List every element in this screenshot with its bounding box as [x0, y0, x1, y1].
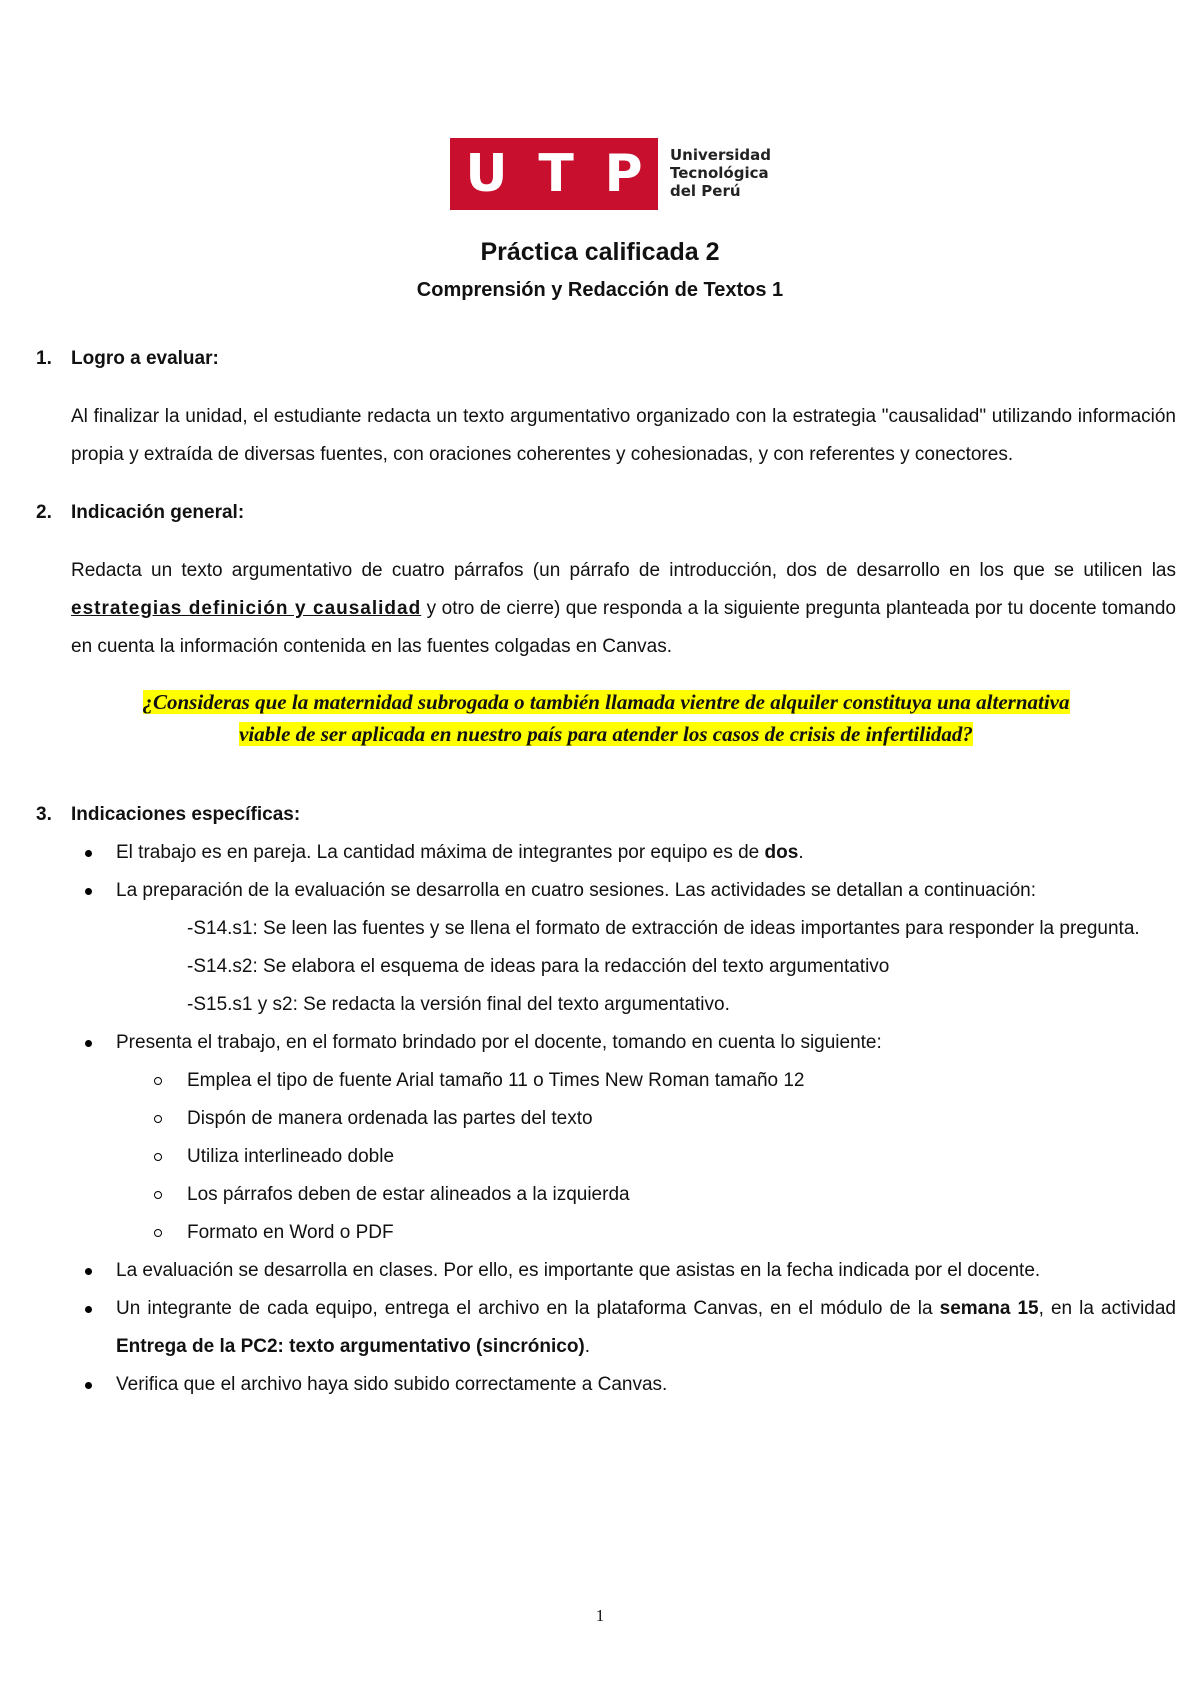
item-text: La evaluación se desarrolla en clases. Por ello, es importante que asistas en la fecha indicada por el docente.: [116, 1260, 1041, 1281]
logo-red-block: [450, 138, 658, 210]
format-item: [36, 1138, 1176, 1176]
list-item: [36, 1366, 1176, 1404]
section-number: 2.: [36, 502, 52, 523]
bullet-icon: [85, 1306, 92, 1313]
utp-logo: [450, 138, 770, 210]
bullet-icon: [85, 1382, 92, 1389]
section-2-text-part-b: y otro de cierre) que responda a la siguiente pregunta planteada por tu docente tomando en cuenta la información contenida en las fuentes colgadas en Canvas.: [71, 598, 1176, 657]
format-item-text: Emplea el tipo de fuente Arial tamaño 11 o Times New Roman tamaño 12: [187, 1070, 805, 1091]
format-requirements-list: [36, 1062, 1176, 1252]
format-item: [36, 1100, 1176, 1138]
logo-line-2: Tecnológica: [670, 164, 769, 182]
format-item: [36, 1062, 1176, 1100]
section-2-text: [71, 552, 1176, 666]
question-line-2: viable de ser aplicada en nuestro país para atender los casos de crisis de infertilidad?: [239, 722, 973, 746]
bullet-icon: [85, 888, 92, 895]
bullet-icon: [85, 1040, 92, 1047]
question-line-1: ¿Consideras que la maternidad subrogada o también llamada vientre de alquiler constituya una alternativa: [142, 690, 1070, 714]
format-item: [36, 1176, 1176, 1214]
format-item: [36, 1214, 1176, 1252]
item-text-mid: , en la actividad: [1038, 1298, 1176, 1319]
specific-instructions-list-cont: [36, 1024, 1176, 1062]
list-item: [36, 1024, 1176, 1062]
section-3-heading: [36, 796, 1176, 834]
format-item-text: Formato en Word o PDF: [187, 1222, 394, 1243]
document-subtitle: Comprensión y Redacción de Textos 1: [416, 279, 784, 301]
format-item-text: Utiliza interlineado doble: [187, 1146, 395, 1167]
strategies-emphasis: estrategias definición y causalidad: [71, 598, 422, 619]
logo-letter-u: U: [465, 144, 508, 204]
list-item: [36, 872, 1176, 910]
document-title: Práctica calificada 2: [480, 238, 720, 266]
list-item: [36, 1290, 1176, 1366]
list-item: [36, 1252, 1176, 1290]
page-number: 1: [595, 1606, 605, 1625]
document-body: [36, 340, 1176, 1404]
list-item: [36, 834, 1176, 872]
item-text: Verifica que el archivo haya sido subido correctamente a Canvas.: [116, 1374, 668, 1395]
logo-letter-p: P: [604, 144, 643, 204]
section-title: Indicación general:: [71, 502, 245, 523]
item-text-end: .: [584, 1336, 591, 1357]
circle-bullet-icon: [154, 1115, 162, 1123]
format-item-text: Dispón de manera ordenada las partes del texto: [187, 1108, 593, 1129]
item-text: El trabajo es en pareja. La cantidad máxima de integrantes por equipo es de: [116, 842, 765, 863]
section-1-text: Al finalizar la unidad, el estudiante redacta un texto argumentativo organizado con la estrategia "causalidad" utilizando información propia y extraída de diversas fuentes, con oraciones coherentes y cohesionadas, y con referentes y conectores.: [71, 406, 1176, 465]
circle-bullet-icon: [154, 1077, 162, 1085]
section-1-heading: [36, 340, 1176, 378]
circle-bullet-icon: [154, 1153, 162, 1161]
item-text: La preparación de la evaluación se desarrolla en cuatro sesiones. Las actividades se detallan a continuación:: [116, 880, 1036, 901]
circle-bullet-icon: [154, 1229, 162, 1237]
logo-line-3: del Perú: [670, 182, 741, 200]
logo-letter-t: T: [538, 144, 574, 204]
bullet-icon: [85, 1268, 92, 1275]
specific-instructions-list: [36, 834, 1176, 910]
section-2-text-part-a: Redacta un texto argumentativo de cuatro párrafos (un párrafo de introducción, dos de desarrollo en los que se utilicen las: [71, 560, 1176, 581]
section-title: Logro a evaluar:: [71, 348, 219, 369]
activity-emphasis: Entrega de la PC2: texto argumentativo (sincrónico): [116, 1336, 585, 1357]
circle-bullet-icon: [154, 1191, 162, 1199]
bullet-icon: [85, 850, 92, 857]
session-line-3: -S15.s1 y s2: Se redacta la versión final del texto argumentativo.: [187, 994, 730, 1015]
team-size-emphasis: dos: [764, 842, 799, 863]
format-item-text: Los párrafos deben de estar alineados a la izquierda: [187, 1184, 630, 1205]
section-number: 3.: [36, 804, 52, 825]
session-line-1: -S14.s1: Se leen las fuentes y se llena el formato de extracción de ideas importantes para responder la pregunta.: [187, 918, 1140, 939]
week-emphasis: semana 15: [939, 1298, 1039, 1319]
item-text-end: .: [798, 842, 804, 863]
item-text: Presenta el trabajo, en el formato brindado por el docente, tomando en cuenta lo siguiente:: [116, 1032, 882, 1053]
highlighted-question: [36, 686, 1176, 750]
specific-instructions-list-end: [36, 1252, 1176, 1404]
section-title: Indicaciones específicas:: [71, 804, 301, 825]
logo-university-name: [670, 146, 780, 200]
item-text: Un integrante de cada equipo, entrega el archivo en la plataforma Canvas, en el módulo de la: [116, 1298, 940, 1319]
session-line-2: -S14.s2: Se elabora el esquema de ideas para la redacción del texto argumentativo: [187, 956, 890, 977]
section-2-heading: [36, 494, 1176, 532]
logo-line-1: Universidad: [670, 146, 772, 164]
section-number: 1.: [36, 348, 52, 369]
